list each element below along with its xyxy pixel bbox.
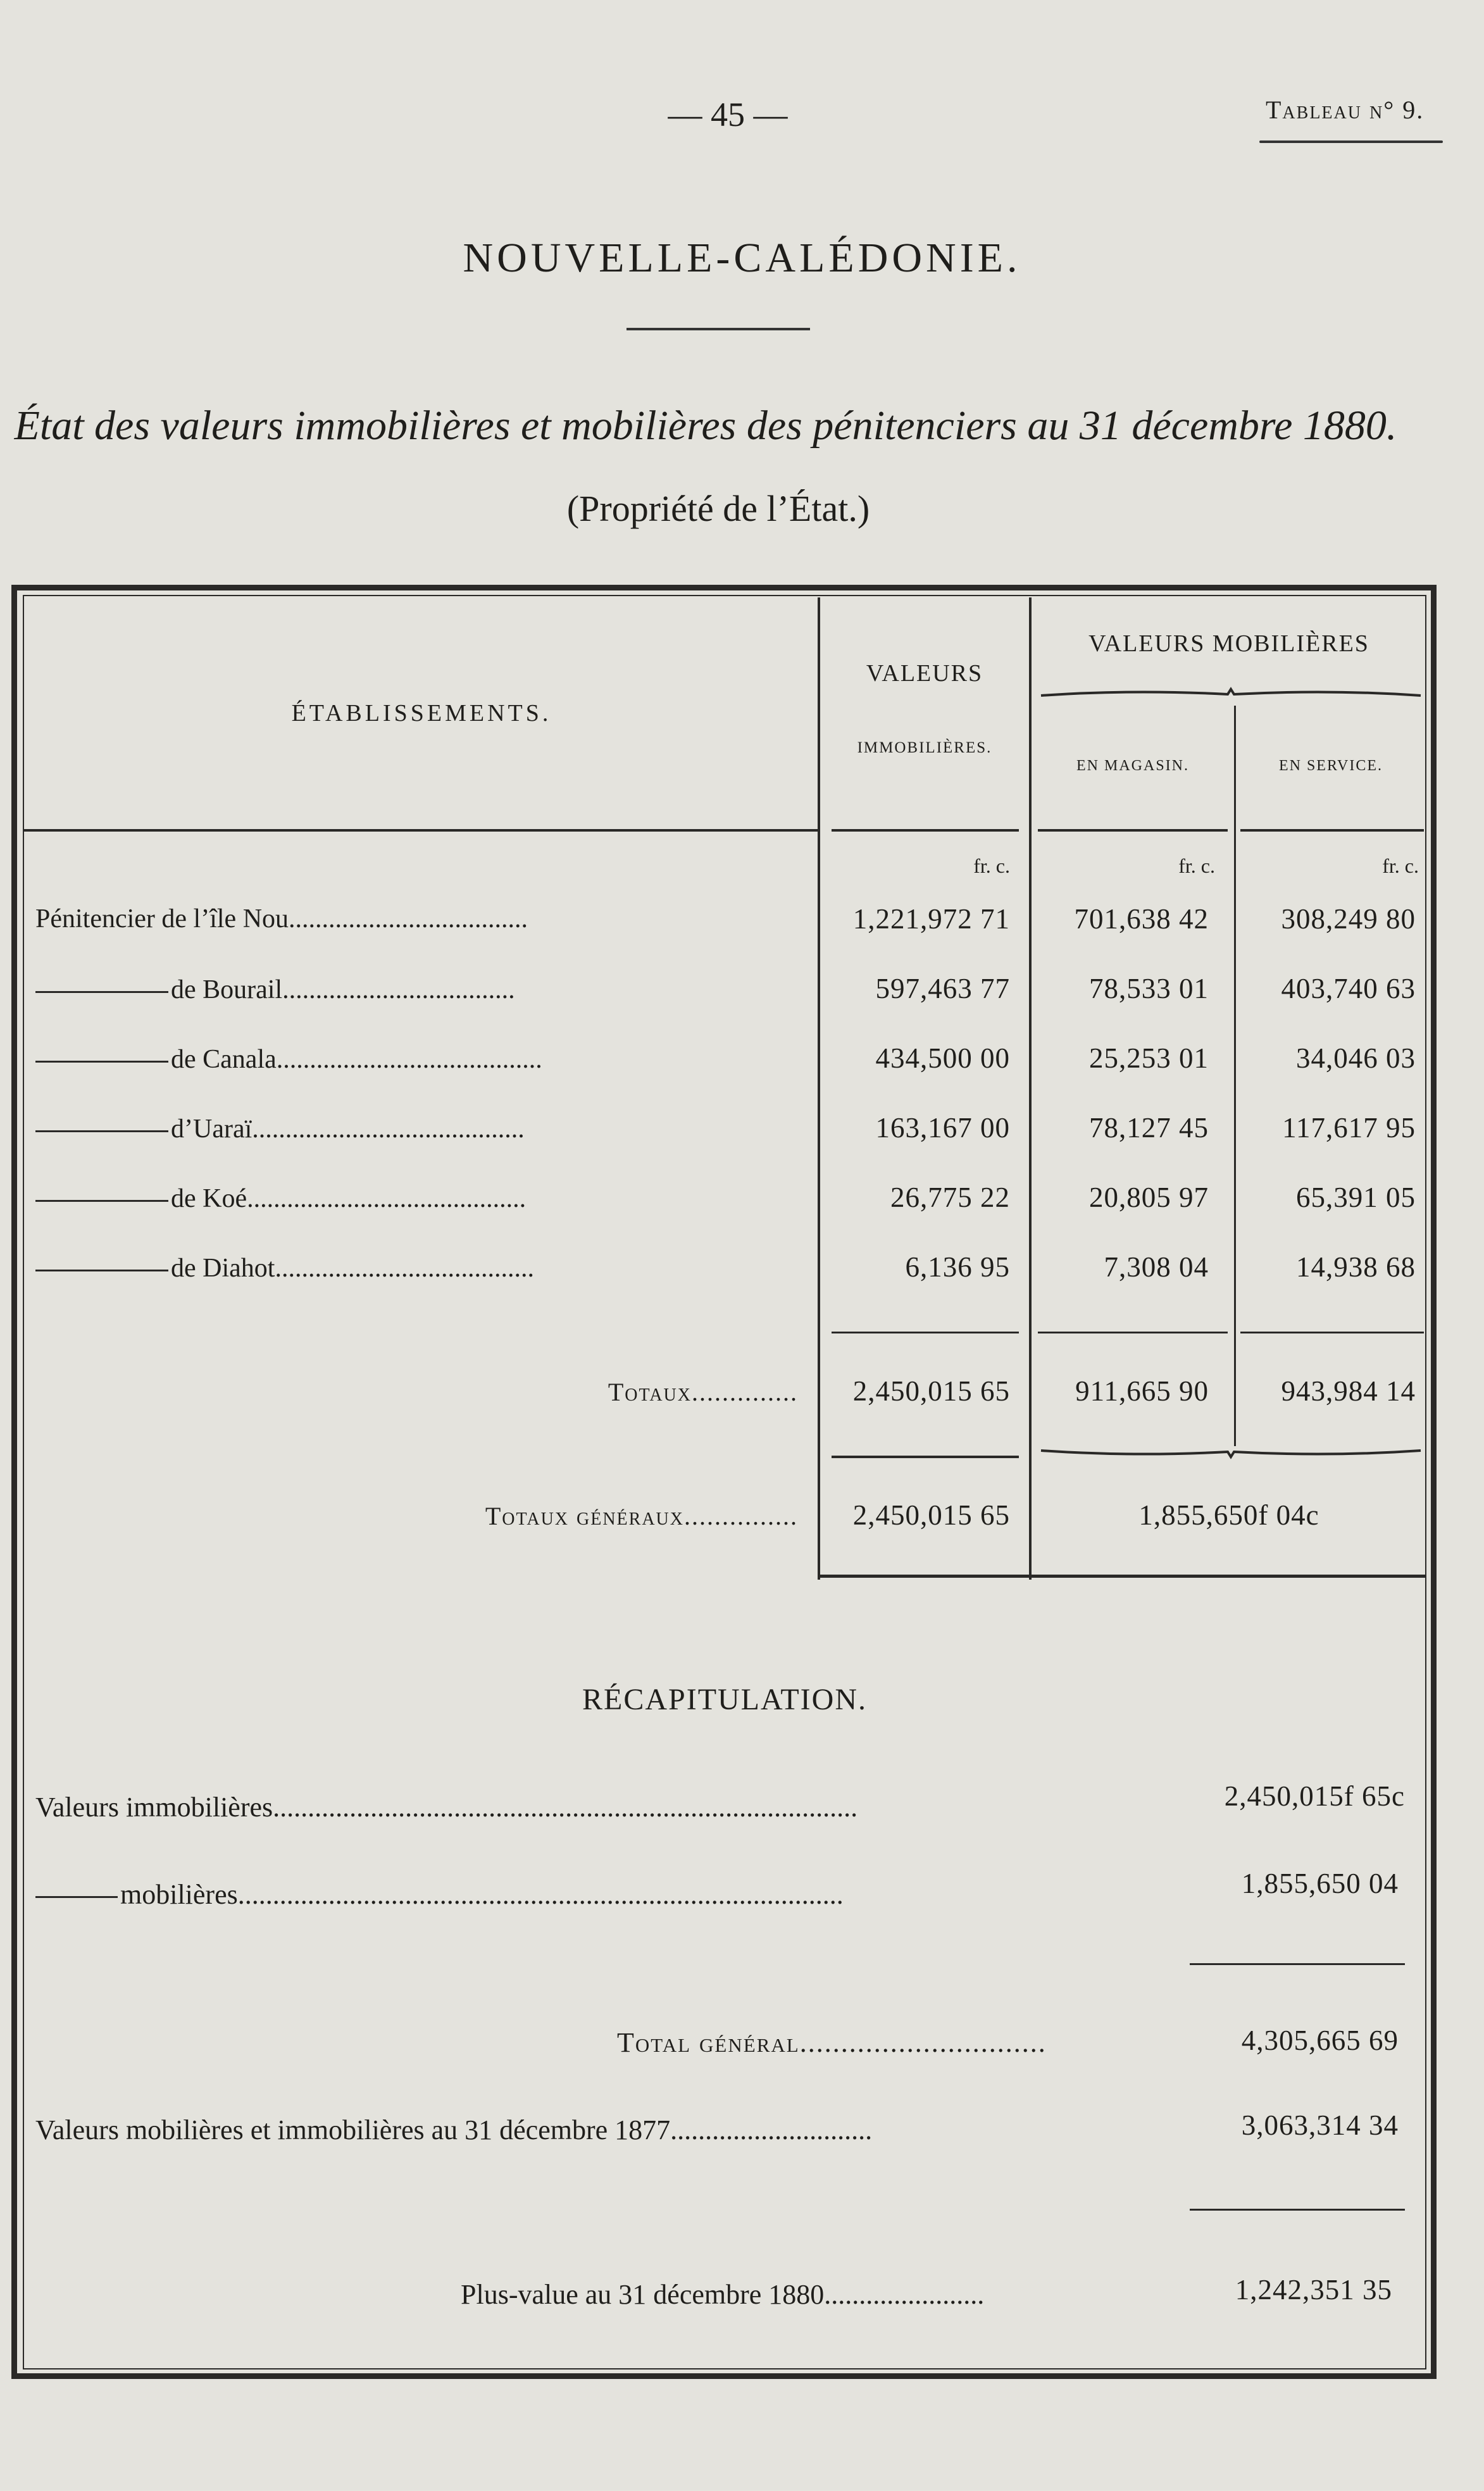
unit-service: fr. c. <box>1382 854 1419 877</box>
row-label: de Canala........................................ <box>35 1044 542 1075</box>
brace-mobilieres <box>1038 687 1424 699</box>
rule-before-totaux-mag <box>1038 1332 1228 1333</box>
cell-service: 308,249 80 <box>1281 903 1416 935</box>
recap-rule-2 <box>1190 2209 1405 2211</box>
recap-value: 3,063,314 34 <box>1241 2109 1399 2141</box>
page-title: NOUVELLE-CALÉDONIE. <box>463 235 1021 281</box>
vline-2 <box>1029 597 1032 1580</box>
recap-value: 2,450,015f 65c <box>1224 1780 1405 1812</box>
brace-totaux-generaux <box>1038 1447 1424 1459</box>
rule-before-totaux-immob <box>832 1332 1019 1333</box>
cell-immob: 434,500 00 <box>875 1042 1010 1074</box>
header-rule-etab <box>23 829 818 832</box>
recap-value: 4,305,665 69 <box>1241 2025 1399 2056</box>
rule-before-totaux-generaux <box>832 1456 1019 1458</box>
cell-service: 34,046 03 <box>1296 1042 1416 1074</box>
totaux-generaux-mobilieres: 1,855,650f 04c <box>1138 1499 1319 1531</box>
cell-magasin: 7,308 04 <box>1104 1251 1209 1283</box>
tableau-underline <box>1259 140 1443 143</box>
cell-service: 117,617 95 <box>1282 1112 1416 1144</box>
page-subtitle: État des valeurs immobilières et mobilières des pénitenciers au 31 décembre 1880. <box>14 403 1397 449</box>
row-label: de Diahot....................................... <box>35 1253 534 1283</box>
header-rule-mag <box>1038 829 1228 832</box>
title-rule <box>627 328 810 330</box>
table-bottom-rule <box>818 1575 1426 1578</box>
row-label: de Bourail................................... <box>35 975 515 1005</box>
header-valeurs-mobilieres: VALEURS MOBILIÈRES <box>1088 630 1369 657</box>
row-label: d’Uaraï......................................... <box>35 1114 525 1144</box>
header-immobilieres: IMMOBILIÈRES. <box>857 739 992 756</box>
recap-label: Plus-value au 31 décembre 1880....................... <box>461 2279 985 2310</box>
row-label: de Koé.......................................... <box>35 1183 526 1214</box>
totaux-magasin: 911,665 90 <box>1075 1375 1209 1407</box>
rule-before-totaux-serv <box>1240 1332 1424 1333</box>
page-number: — 45 — <box>668 96 788 134</box>
cell-service: 14,938 68 <box>1296 1251 1416 1283</box>
recap-label: Valeurs mobilières et immobilières au 31 décembre 1877............................. <box>35 2114 873 2145</box>
totaux-generaux-label: Totaux généraux............... <box>485 1502 798 1530</box>
row-label: Pénitencier de l’île Nou.................................... <box>35 904 528 933</box>
cell-immob: 26,775 22 <box>890 1182 1010 1213</box>
vline-1 <box>818 597 820 1580</box>
header-en-service: EN SERVICE. <box>1278 758 1383 774</box>
cell-magasin: 25,253 01 <box>1089 1042 1209 1074</box>
recap-label: Valeurs immobilières.................................................................................... <box>35 1792 858 1823</box>
totaux-generaux-immob: 2,450,015 65 <box>852 1499 1010 1531</box>
header-etablissements: ÉTABLISSEMENTS. <box>291 700 552 727</box>
recap-value: 1,855,650 04 <box>1241 1868 1399 1899</box>
recap-rule-1 <box>1190 1963 1405 1965</box>
header-valeurs: VALEURS <box>866 660 983 687</box>
cell-immob: 163,167 00 <box>875 1112 1010 1144</box>
cell-service: 65,391 05 <box>1296 1182 1416 1213</box>
cell-immob: 597,463 77 <box>875 973 1010 1004</box>
totaux-label: Totaux.............. <box>608 1378 798 1406</box>
recap-value: 1,242,351 35 <box>1235 2274 1392 2306</box>
cell-magasin: 78,127 45 <box>1089 1112 1209 1144</box>
cell-magasin: 20,805 97 <box>1089 1182 1209 1213</box>
header-en-magasin: EN MAGASIN. <box>1076 758 1189 774</box>
header-rule-serv <box>1240 829 1424 832</box>
recap-title: RÉCAPITULATION. <box>582 1683 867 1716</box>
tableau-number: Tableau n° 9. <box>1266 96 1425 124</box>
table-frame-inner <box>23 595 1426 2369</box>
cell-immob: 6,136 95 <box>905 1251 1010 1283</box>
cell-magasin: 701,638 42 <box>1074 903 1209 935</box>
unit-immob: fr. c. <box>973 854 1010 877</box>
totaux-service: 943,984 14 <box>1281 1375 1416 1407</box>
cell-magasin: 78,533 01 <box>1089 973 1209 1004</box>
cell-service: 403,740 63 <box>1281 973 1416 1004</box>
totaux-immob: 2,450,015 65 <box>852 1375 1010 1407</box>
recap-label: Total général.............................. <box>617 2027 1047 2058</box>
header-rule-immob <box>832 829 1019 832</box>
recap-label: mobilières....................................................................................... <box>35 1878 844 1911</box>
cell-immob: 1,221,972 71 <box>852 903 1010 935</box>
unit-magasin: fr. c. <box>1178 854 1215 877</box>
vline-3 <box>1234 706 1236 1446</box>
property-note: (Propriété de l’État.) <box>566 488 870 529</box>
